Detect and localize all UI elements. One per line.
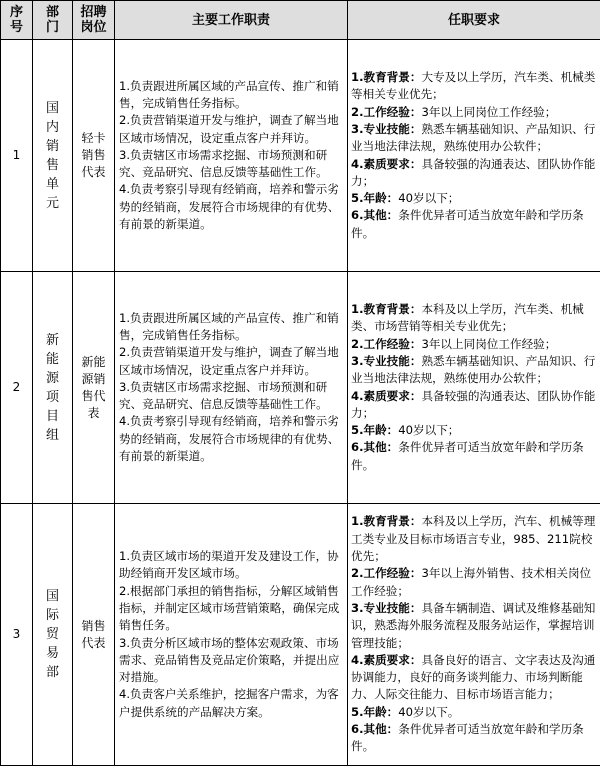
requirement-item bbox=[351, 121, 597, 156]
requirement-item bbox=[351, 600, 597, 652]
requirement-text: 3年以上海外销售、技术相关岗位工作经验； bbox=[351, 566, 592, 598]
row-duties bbox=[115, 40, 348, 272]
requirement-item bbox=[351, 721, 597, 756]
requirement-item bbox=[351, 422, 597, 439]
requirement-label: 5.年龄： bbox=[351, 423, 399, 438]
dept-name: 国内销售单元 bbox=[45, 100, 59, 211]
table-row bbox=[1, 40, 600, 272]
requirement-item bbox=[351, 704, 597, 721]
row-dept bbox=[33, 504, 73, 766]
duty-item: 1.负责跟进所属区域的产品宣传、推广和销售，完成销售任务指标。 bbox=[119, 78, 339, 110]
requirement-text: 具备较强的沟通表达、团队协作能力； bbox=[351, 388, 596, 420]
requirement-label: 2.工作经验： bbox=[351, 104, 422, 119]
table-row bbox=[1, 272, 600, 504]
requirement-text: 条件优异者可适当放宽年龄和学历条件。 bbox=[351, 440, 584, 472]
header-seq: 序号 bbox=[1, 1, 33, 40]
position-name: 销售代表 bbox=[81, 618, 106, 650]
requirement-label: 2.工作经验： bbox=[351, 566, 422, 581]
requirement-item bbox=[351, 69, 597, 104]
requirement-item bbox=[351, 301, 597, 336]
requirement-text: 熟悉车辆基础知识、产品知识、行业当地法律法规，熟练使用办公软件； bbox=[351, 121, 596, 154]
requirement-item bbox=[351, 439, 597, 474]
requirement-label: 1.教育背景： bbox=[351, 514, 422, 529]
requirement-text: 具备较强的沟通表达、团队协作能力； bbox=[351, 156, 596, 188]
requirement-item bbox=[351, 156, 597, 191]
row-requirements bbox=[348, 504, 600, 766]
requirement-item bbox=[351, 190, 597, 207]
dept-name: 国际贸易部 bbox=[45, 589, 59, 680]
requirement-label: 3.专业技能： bbox=[351, 353, 422, 368]
requirement-label: 6.其他： bbox=[351, 208, 399, 223]
requirement-label: 5.年龄： bbox=[351, 704, 399, 719]
duty-item: 3.负责分析区域市场的整体宏观政策、市场需求、竞品销售及竞品定价策略，并提出应对措施。 bbox=[119, 635, 340, 685]
requirement-item bbox=[351, 513, 597, 565]
requirement-label: 4.素质要求： bbox=[351, 388, 422, 403]
requirement-label: 4.素质要求： bbox=[351, 652, 422, 667]
table-header-row bbox=[1, 1, 600, 40]
requirement-label: 6.其他： bbox=[351, 721, 399, 736]
duty-item: 4.负责考察引导现有经销商，培养和警示劣势的经销商，发展符合市场规律的有优势、有前景的新渠道。 bbox=[119, 182, 340, 232]
header-reqs: 任职要求 bbox=[348, 1, 600, 40]
requirement-item bbox=[351, 565, 597, 600]
row-position bbox=[73, 504, 115, 766]
row-duties bbox=[115, 504, 348, 766]
row-seq: 3 bbox=[1, 504, 33, 766]
row-requirements bbox=[348, 40, 600, 272]
duty-item: 2.负责营销渠道开发与维护，调查了解当地区域市场情况，设定重点客户并拜访。 bbox=[119, 113, 339, 145]
duty-item: 1.负责跟进所属区域的产品宣传、推广和销售，完成销售任务指标。 bbox=[119, 310, 339, 342]
duty-item: 3.负责辖区市场需求挖掘、市场预测和研究、竞品研究、信息反馈等基础性工作。 bbox=[119, 147, 328, 180]
row-dept bbox=[33, 272, 73, 504]
requirement-item bbox=[351, 336, 597, 353]
row-position bbox=[73, 40, 115, 272]
header-pos: 招聘岗位 bbox=[73, 1, 115, 40]
requirement-text: 本科及以上学历，汽车、机械等理工类专业及目标市场语言专业，985、211院校优先； bbox=[351, 514, 596, 564]
duty-item: 1.负责区域市场的渠道开发及建设工作，协助经销商开发区域市场。 bbox=[119, 549, 339, 581]
row-seq: 1 bbox=[1, 40, 33, 272]
requirement-text: 3年以上同岗位工作经验； bbox=[421, 104, 557, 119]
requirement-label: 3.专业技能： bbox=[351, 121, 422, 136]
requirement-label: 5.年龄： bbox=[351, 191, 399, 206]
row-seq: 2 bbox=[1, 272, 33, 504]
requirement-item bbox=[351, 353, 597, 388]
position-name: 轻卡销售代表 bbox=[81, 131, 106, 179]
duty-item: 3.负责辖区市场需求挖掘、市场预测和研究、竞品研究、信息反馈等基础性工作。 bbox=[119, 379, 328, 412]
requirement-text: 40岁以下。 bbox=[398, 704, 460, 719]
requirement-item bbox=[351, 104, 597, 121]
table-row bbox=[1, 504, 600, 766]
requirement-text: 大专及以上学历，汽车类、机械类等相关专业优先； bbox=[351, 70, 596, 102]
requirement-label: 4.素质要求： bbox=[351, 156, 422, 171]
requirement-text: 40岁以下； bbox=[398, 423, 460, 438]
requirement-label: 1.教育背景： bbox=[351, 302, 422, 317]
requirement-item bbox=[351, 207, 597, 242]
dept-name: 新能源项目组 bbox=[45, 332, 59, 443]
duty-item: 4.负责客户关系维护，挖掘客户需求，为客户提供系统的产品解决方案。 bbox=[119, 687, 339, 719]
position-name: 新能源销售代表 bbox=[81, 354, 106, 420]
requirement-item bbox=[351, 652, 597, 704]
header-dept: 部门 bbox=[33, 1, 73, 40]
requirement-label: 3.专业技能： bbox=[351, 600, 422, 615]
requirement-item bbox=[351, 388, 597, 423]
row-duties bbox=[115, 272, 348, 504]
row-position bbox=[73, 272, 115, 504]
requirement-text: 40岁以下； bbox=[398, 191, 460, 206]
requirement-text: 3年以上同岗位工作经验； bbox=[421, 336, 557, 351]
requirement-label: 6.其他： bbox=[351, 440, 399, 455]
requirement-text: 条件优异者可适当放宽年龄和学历条件。 bbox=[351, 721, 584, 754]
requirement-text: 本科及以上学历，汽车类、机械类、市场营销等相关专业优先； bbox=[351, 302, 584, 334]
header-duties: 主要工作职责 bbox=[115, 1, 348, 40]
requirement-label: 1.教育背景： bbox=[351, 70, 422, 85]
requirement-text: 具备良好的语言、文字表达及沟通协调能力，良好的商务谈判能力、市场判断能力、人际交往能力、目标市场语言能力； bbox=[351, 652, 596, 702]
requirement-text: 熟悉车辆基础知识、产品知识、行业当地法律法规，熟练使用办公软件； bbox=[351, 353, 596, 386]
requirement-text: 条件优异者可适当放宽年龄和学历条件。 bbox=[351, 208, 584, 240]
requirement-text: 具备车辆制造、调试及维修基础知识，熟悉海外服务流程及服务站运作，掌握培训管理技能； bbox=[351, 600, 596, 650]
row-dept bbox=[33, 40, 73, 272]
duty-item: 4.负责考察引导现有经销商，培养和警示劣势的经销商，发展符合市场规律的有优势、有前景的新渠道。 bbox=[119, 414, 340, 464]
row-requirements bbox=[348, 272, 600, 504]
duty-item: 2.负责营销渠道开发与维护，调查了解当地区域市场情况，设定重点客户并拜访。 bbox=[119, 345, 339, 377]
requirement-label: 2.工作经验： bbox=[351, 336, 422, 351]
duty-item: 2.根据部门承担的销售指标，分解区域销售指标，并制定区域市场营销策略，确保完成销售任务。 bbox=[119, 583, 340, 633]
